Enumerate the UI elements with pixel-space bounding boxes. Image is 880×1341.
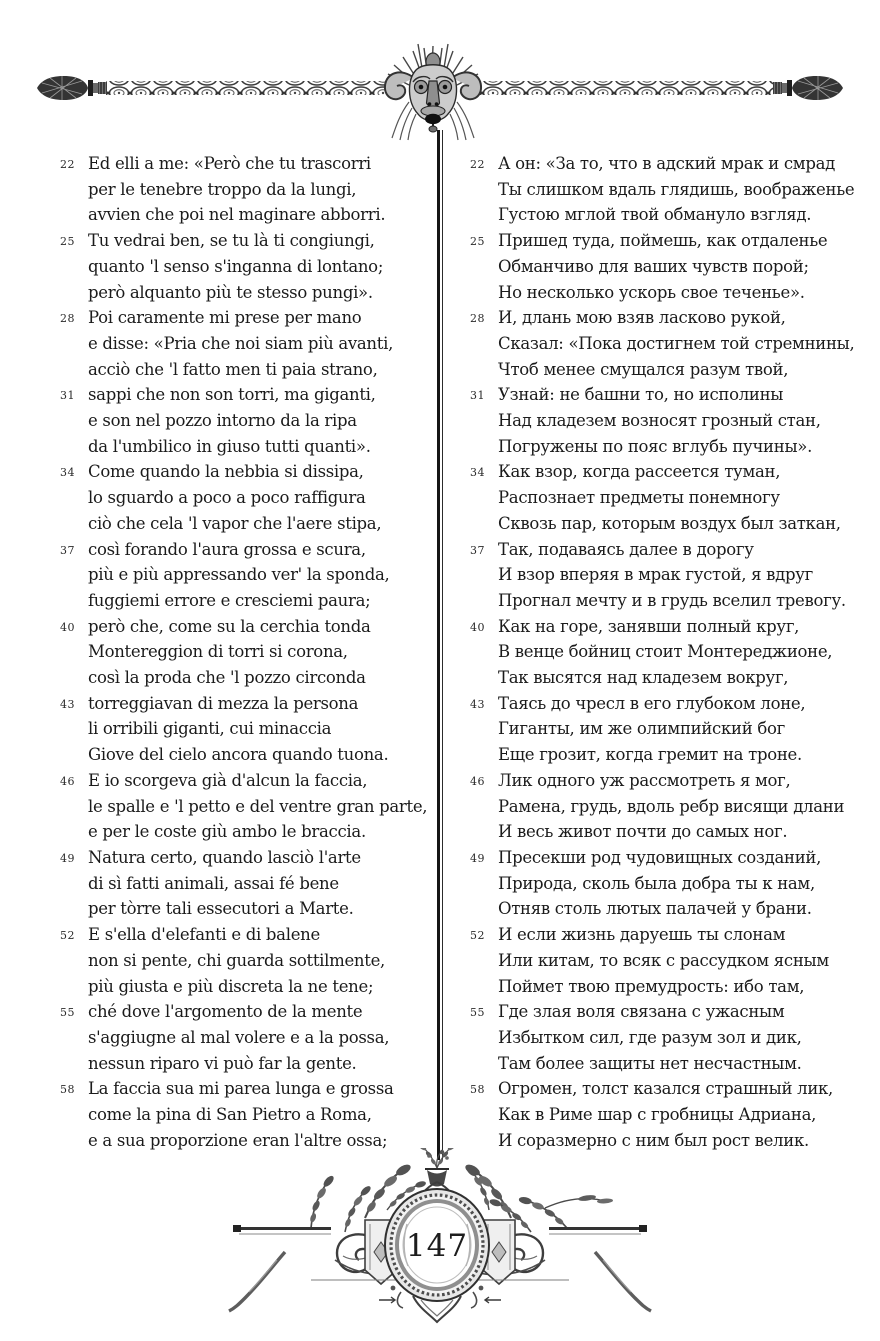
verse-line: Как взор, когда рассеется туман,	[498, 462, 781, 482]
verse-line: Природа, сколь была добра ты к нам,	[498, 873, 815, 893]
verse-line: И взор вперяя в мрак густой, я вдруг	[498, 565, 814, 585]
verse-line: le spalle e 'l petto e del ventre gran parte,	[88, 796, 428, 816]
verse-line: fuggiemi errore e cresciemi paura;	[88, 590, 371, 610]
tercet	[470, 614, 870, 691]
tercet	[60, 305, 440, 382]
verse-line: Распознает предметы понемногу	[498, 488, 780, 508]
verse-line: Как в Риме шар с гробницы Адриана,	[498, 1105, 817, 1125]
verse-line: però che, come su la cerchia tonda	[88, 616, 371, 636]
tercet	[470, 382, 870, 459]
tercet-lines	[498, 537, 870, 614]
verse-line: Так высятся над кладезем вокруг,	[498, 668, 789, 688]
verse-line: così la proda che 'l pozzo circonda	[88, 668, 366, 688]
tercet-lines	[498, 845, 870, 922]
tercet-lines	[498, 922, 870, 999]
tercet	[470, 151, 870, 228]
tercet-lines	[88, 305, 440, 382]
verse-number: 25	[60, 235, 75, 249]
verse-number: 28	[60, 312, 75, 326]
pinecone-finial-left-icon	[37, 76, 107, 100]
verse-line: più giusta e più discreta la ne tene;	[88, 976, 374, 996]
pinecone-finial-right-icon	[773, 76, 843, 100]
verse-number: 52	[470, 929, 485, 943]
tercet	[470, 459, 870, 536]
verse-line: Отняв столь лютых палачей у брани.	[498, 899, 812, 919]
tercet-lines	[88, 537, 440, 614]
verse-line: quanto 'l senso s'inganna di lontano;	[88, 256, 384, 276]
tercet	[470, 768, 870, 845]
tercet	[470, 845, 870, 922]
verse-line: nessun riparo vi può far la gente.	[88, 1053, 357, 1073]
verse-line: Густою мглой твой обмануло взгляд.	[498, 205, 812, 225]
tercet-lines	[88, 768, 440, 845]
russian-text-column	[470, 151, 870, 1153]
verse-line: И соразмерно с ним был рост велик.	[498, 1130, 809, 1150]
verse-line: Огромен, толст казался страшный лик,	[498, 1079, 833, 1099]
italian-text-column	[60, 151, 440, 1153]
verse-line: ché dove l'argomento de la mente	[88, 1002, 363, 1022]
verse-number: 34	[470, 466, 485, 480]
tercet	[470, 691, 870, 768]
verse-line: per le tenebre troppo da la lungi,	[88, 179, 357, 199]
verse-number: 52	[60, 929, 75, 943]
tercet	[60, 614, 440, 691]
verse-line: E io scorgeva già d'alcun la faccia,	[88, 770, 368, 790]
verse-number: 55	[470, 1006, 485, 1020]
verse-number: 43	[60, 697, 75, 711]
tercet	[470, 999, 870, 1076]
verse-line: La faccia sua mi parea lunga e grossa	[88, 1079, 394, 1099]
verse-number: 43	[470, 697, 485, 711]
verse-line: А он: «За то, что в адский мрак и смрад	[498, 154, 835, 173]
tercet	[470, 228, 870, 305]
verse-line: Пресекши род чудовищных созданий,	[498, 847, 822, 867]
lion-mask-icon	[385, 44, 481, 140]
header-ornament	[0, 30, 880, 142]
verse-number: 40	[60, 620, 75, 634]
verse-line: И если жизнь даруешь ты слонам	[498, 925, 786, 945]
tercet	[60, 459, 440, 536]
verse-number: 58	[60, 1083, 75, 1097]
tercet-lines	[88, 151, 440, 228]
verse-line: Чтоб менее смущался разум твой,	[498, 359, 789, 379]
tercet	[470, 1076, 870, 1153]
verse-line: Погружены по пояс вглубь пучины».	[498, 436, 813, 456]
tercet	[470, 305, 870, 382]
verse-line: Tu vedrai ben, se tu là ti congiungi,	[88, 231, 375, 251]
tercet-lines	[88, 691, 440, 768]
verse-line: Giove del cielo ancora quando tuona.	[88, 745, 389, 765]
verse-line: Лик одного уж рассмотреть я мог,	[498, 770, 791, 790]
verse-number: 37	[470, 543, 485, 557]
verse-line: Come quando la nebbia si dissipa,	[88, 462, 364, 482]
verse-line: Над кладезем возносят грозный стан,	[498, 411, 821, 431]
tercet	[60, 151, 440, 228]
verse-line: Сквозь пар, которым воздух был заткан,	[498, 513, 841, 533]
verse-line: sappi che non son torri, ma giganti,	[88, 385, 376, 405]
tercet	[60, 537, 440, 614]
verse-line: Ed elli a me: «Però che tu trascorri	[88, 154, 371, 173]
tercet-lines	[88, 459, 440, 536]
verse-number: 46	[470, 774, 485, 788]
verse-number: 49	[60, 851, 75, 865]
verse-line: ciò che cela 'l vapor che l'aere stipa,	[88, 513, 382, 533]
verse-line: però alquanto più te stesso pungi».	[88, 282, 373, 302]
verse-number: 34	[60, 466, 75, 480]
verse-line: Где злая воля связана с ужасным	[498, 1002, 785, 1022]
verse-line: Так, подаваясь далее в дорогу	[498, 539, 754, 559]
tercet-lines	[88, 1076, 440, 1153]
tercet-lines	[88, 382, 440, 459]
tercet-lines	[498, 999, 870, 1076]
verse-line: li orribili giganti, cui minaccia	[88, 719, 332, 739]
tercet-lines	[498, 614, 870, 691]
verse-line: Там более защиты нет несчастным.	[498, 1053, 802, 1073]
verse-line: da l'umbilico in giuso tutti quanti».	[88, 436, 371, 456]
page-number-medallion	[385, 1182, 489, 1301]
flower-basket-icon	[410, 1148, 463, 1187]
verse-line: Узнай: не башни то, но исполины	[498, 385, 784, 405]
verse-number: 49	[470, 851, 485, 865]
verse-line: così forando l'aura grossa e scura,	[88, 539, 366, 559]
tercet-lines	[88, 999, 440, 1076]
tercet-lines	[498, 228, 870, 305]
verse-line: Natura certo, quando lasciò l'arte	[88, 847, 361, 867]
verse-line: non si pente, chi guarda sottilmente,	[88, 950, 386, 970]
verse-number: 22	[60, 158, 75, 171]
tercet	[60, 845, 440, 922]
tercet	[60, 922, 440, 999]
verse-line: Обманчиво для ваших чувств порой;	[498, 256, 809, 276]
verse-line: e disse: «Pria che noi siam più avanti,	[88, 333, 394, 353]
verse-line: E s'ella d'elefanti e di balene	[88, 925, 320, 945]
verse-line: В венце бойниц стоит Монтереджионе,	[498, 642, 833, 662]
verse-line: Как на горе, занявши полный круг,	[498, 616, 800, 636]
verse-line: Избытком сил, где разум зол и дик,	[498, 1027, 802, 1047]
verse-line: Ты слишком вдаль глядишь, воображенье	[498, 179, 855, 199]
verse-line: lo sguardo a poco a poco raffigura	[88, 488, 366, 508]
verse-line: di sì fatti animali, assai fé bene	[88, 873, 339, 893]
verse-number: 22	[470, 158, 485, 171]
footer-ornament	[215, 1148, 665, 1334]
verse-line: Таясь до чресл в его глубоком лоне,	[498, 693, 806, 713]
tercet	[60, 768, 440, 845]
verse-line: Сказал: «Пока достигнем той стремнины,	[498, 333, 855, 353]
verse-number: 25	[470, 235, 485, 249]
verse-number: 31	[60, 389, 75, 403]
verse-line: torreggiavan di mezza la persona	[88, 693, 359, 713]
verse-number: 55	[60, 1006, 75, 1020]
verse-line: Еще грозит, когда гремит на троне.	[498, 745, 802, 765]
verse-line: Рамена, грудь, вдоль ребр висящи длани	[498, 796, 845, 816]
verse-line: e a sua proporzione eran l'altre ossa;	[88, 1130, 388, 1150]
verse-line: И, длань мою взяв ласково рукой,	[498, 308, 786, 328]
verse-number: 58	[470, 1083, 485, 1097]
verse-line: И весь живот почти до самых ног.	[498, 822, 788, 842]
tercet-lines	[88, 845, 440, 922]
verse-line: più e più appressando ver' la sponda,	[88, 565, 390, 585]
tercet-lines	[498, 382, 870, 459]
tercet	[60, 382, 440, 459]
verse-line: e son nel pozzo intorno da la ripa	[88, 411, 357, 431]
verse-number: 37	[60, 543, 75, 557]
verse-line: s'aggiugne al mal volere e a la possa,	[88, 1027, 390, 1047]
verse-line: avvien che poi nel maginare abborri.	[88, 205, 386, 225]
tercet-lines	[88, 614, 440, 691]
tercet	[470, 537, 870, 614]
verse-line: e per le coste giù ambo le braccia.	[88, 822, 366, 842]
verse-line: Пришед туда, поймешь, как отдаленье	[498, 231, 828, 251]
verse-line: Гиганты, им же олимпийский бог	[498, 719, 785, 739]
tercet-lines	[498, 691, 870, 768]
verse-line: Поймет твою премудрость: ибо там,	[498, 976, 805, 996]
tercet-lines	[498, 768, 870, 845]
column-divider-rule-thin	[442, 130, 443, 1160]
verse-number: 31	[470, 389, 485, 403]
tercet-lines	[498, 459, 870, 536]
verse-line: per tòrre tali essecutori a Marte.	[88, 899, 354, 919]
tercet	[60, 228, 440, 305]
verse-line: Но несколько ускорь свое теченье».	[498, 282, 805, 302]
verse-number: 40	[470, 620, 485, 634]
tercet-lines	[88, 228, 440, 305]
tercet-lines	[88, 922, 440, 999]
tercet	[60, 999, 440, 1076]
verse-line: acciò che 'l fatto men ti paia strano,	[88, 359, 378, 379]
tercet-lines	[498, 151, 870, 228]
tercet	[60, 691, 440, 768]
verse-line: Или китам, то всяк с рассудком ясным	[498, 950, 829, 970]
tercet-lines	[498, 1076, 870, 1153]
page-number: 147	[405, 1228, 469, 1264]
verse-line: come la pina di San Pietro a Roma,	[88, 1105, 372, 1125]
tercet-lines	[498, 305, 870, 382]
verse-number: 28	[470, 312, 485, 326]
tercet	[470, 922, 870, 999]
verse-line: Poi caramente mi prese per mano	[88, 308, 362, 328]
verse-number: 46	[60, 774, 75, 788]
tercet	[60, 1076, 440, 1153]
verse-line: Montereggion di torri si corona,	[88, 642, 348, 662]
verse-line: Прогнал мечту и в грудь вселил тревогу.	[498, 590, 846, 610]
